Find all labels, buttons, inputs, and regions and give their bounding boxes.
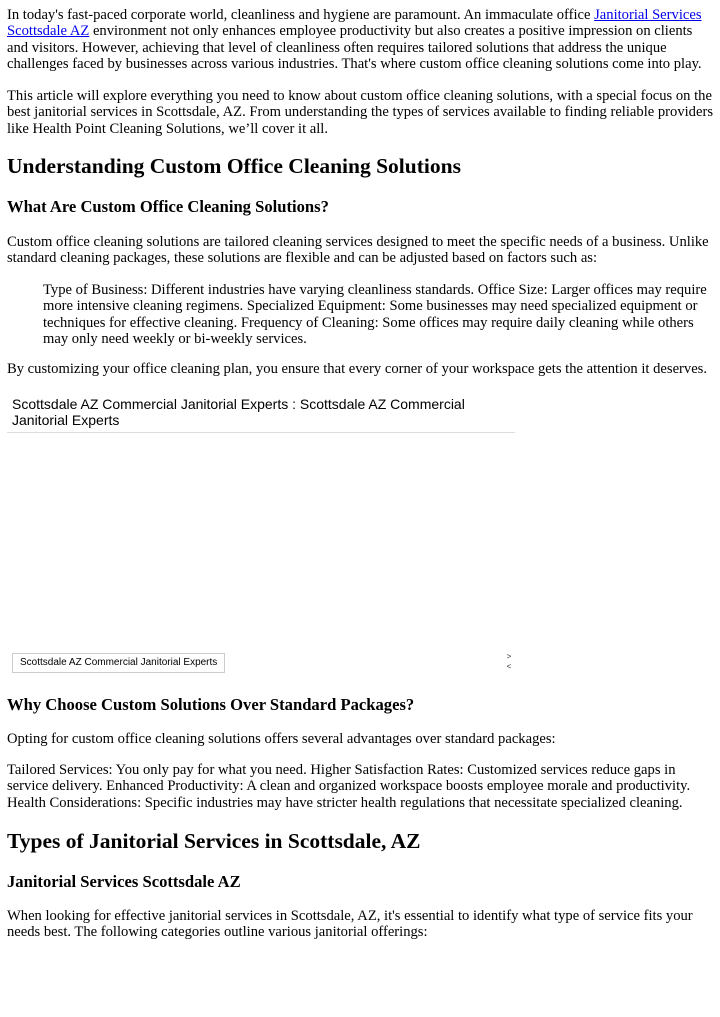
heading-why-choose: Why Choose Custom Solutions Over Standard Packages? <box>7 695 415 714</box>
heading-types: Types of Janitorial Services in Scottsdale, AZ <box>7 829 421 853</box>
service-types-paragraph: When looking for effective janitorial services in Scottsdale, AZ, it's essential to identify what type of service fits your needs best. The following categories outline various janitorial offerings: <box>7 908 693 941</box>
overview-paragraph: This article will explore everything you need to know about custom office cleaning solutions, with a special focus on the best janitorial services in Scottsdale, AZ. From understanding the types of services available to finding reliable providers like Health Point Cleaning Solutions, we’ll cover it all. <box>7 88 713 137</box>
advantages-intro-paragraph: Opting for custom office cleaning solutions offers several advantages over standard packages: <box>7 731 556 747</box>
intro-text-after: environment not only enhances employee productivity but also creates a positive impression on clients and visitors. However, achieving that level of cleanliness often requires tailored solutions that address the unique challenges faced by businesses across various industries. That's where custom office cleaning solutions come into play. <box>7 23 702 72</box>
factors-blockquote: Type of Business: Different industries have varying cleanliness standards. Office Size: Larger offices may require more intensive cleaning regimens. Specialized Equipment: Some businesses may need specialized equipment or techniques for effective cleaning. Frequency of Cleaning: Some offices may require daily cleaning while others may only need weekly or bi-weekly services. <box>43 282 707 347</box>
embed-label-button[interactable]: Scottsdale AZ Commercial Janitorial Experts <box>12 653 225 673</box>
embed-divider <box>7 432 515 433</box>
embed-content-area[interactable] <box>7 434 515 648</box>
heading-janitorial: Janitorial Services Scottsdale AZ <box>7 872 241 891</box>
intro-text-before: In today's fast-paced corporate world, cleanliness and hygiene are paramount. An immaculate office <box>7 7 595 23</box>
next-arrow-icon[interactable]: > <box>506 652 512 661</box>
embed-title[interactable]: Scottsdale AZ Commercial Janitorial Experts : Scottsdale AZ Commercial Janitorial Experts <box>12 396 465 428</box>
janitorial-services-link[interactable]: Janitorial Services Scottsdale AZ <box>7 7 702 40</box>
advantages-paragraph: Tailored Services: You only pay for what you need. Higher Satisfaction Rates: Customized services reduce gaps in service delivery. Enhanced Productivity: A clean and organized workspace boosts employee morale and productivity. Health Considerations: Specific industries may have stricter health regulations that necessitate specialized cleaning. <box>7 762 691 811</box>
definition-paragraph: Custom office cleaning solutions are tailored cleaning services designed to meet the specific needs of a business. Unlike standard cleaning packages, these solutions are flexible and can be adjusted based on factors such as: <box>7 234 709 267</box>
heading-what-are: What Are Custom Office Cleaning Solutions? <box>7 197 329 216</box>
heading-understanding: Understanding Custom Office Cleaning Solutions <box>7 154 461 178</box>
embed-nav-arrows <box>503 652 515 672</box>
customizing-paragraph: By customizing your office cleaning plan, you ensure that every corner of your workspace gets the attention it deserves. <box>7 361 708 377</box>
intro-paragraph <box>7 7 715 72</box>
prev-arrow-icon[interactable]: < <box>506 662 512 671</box>
